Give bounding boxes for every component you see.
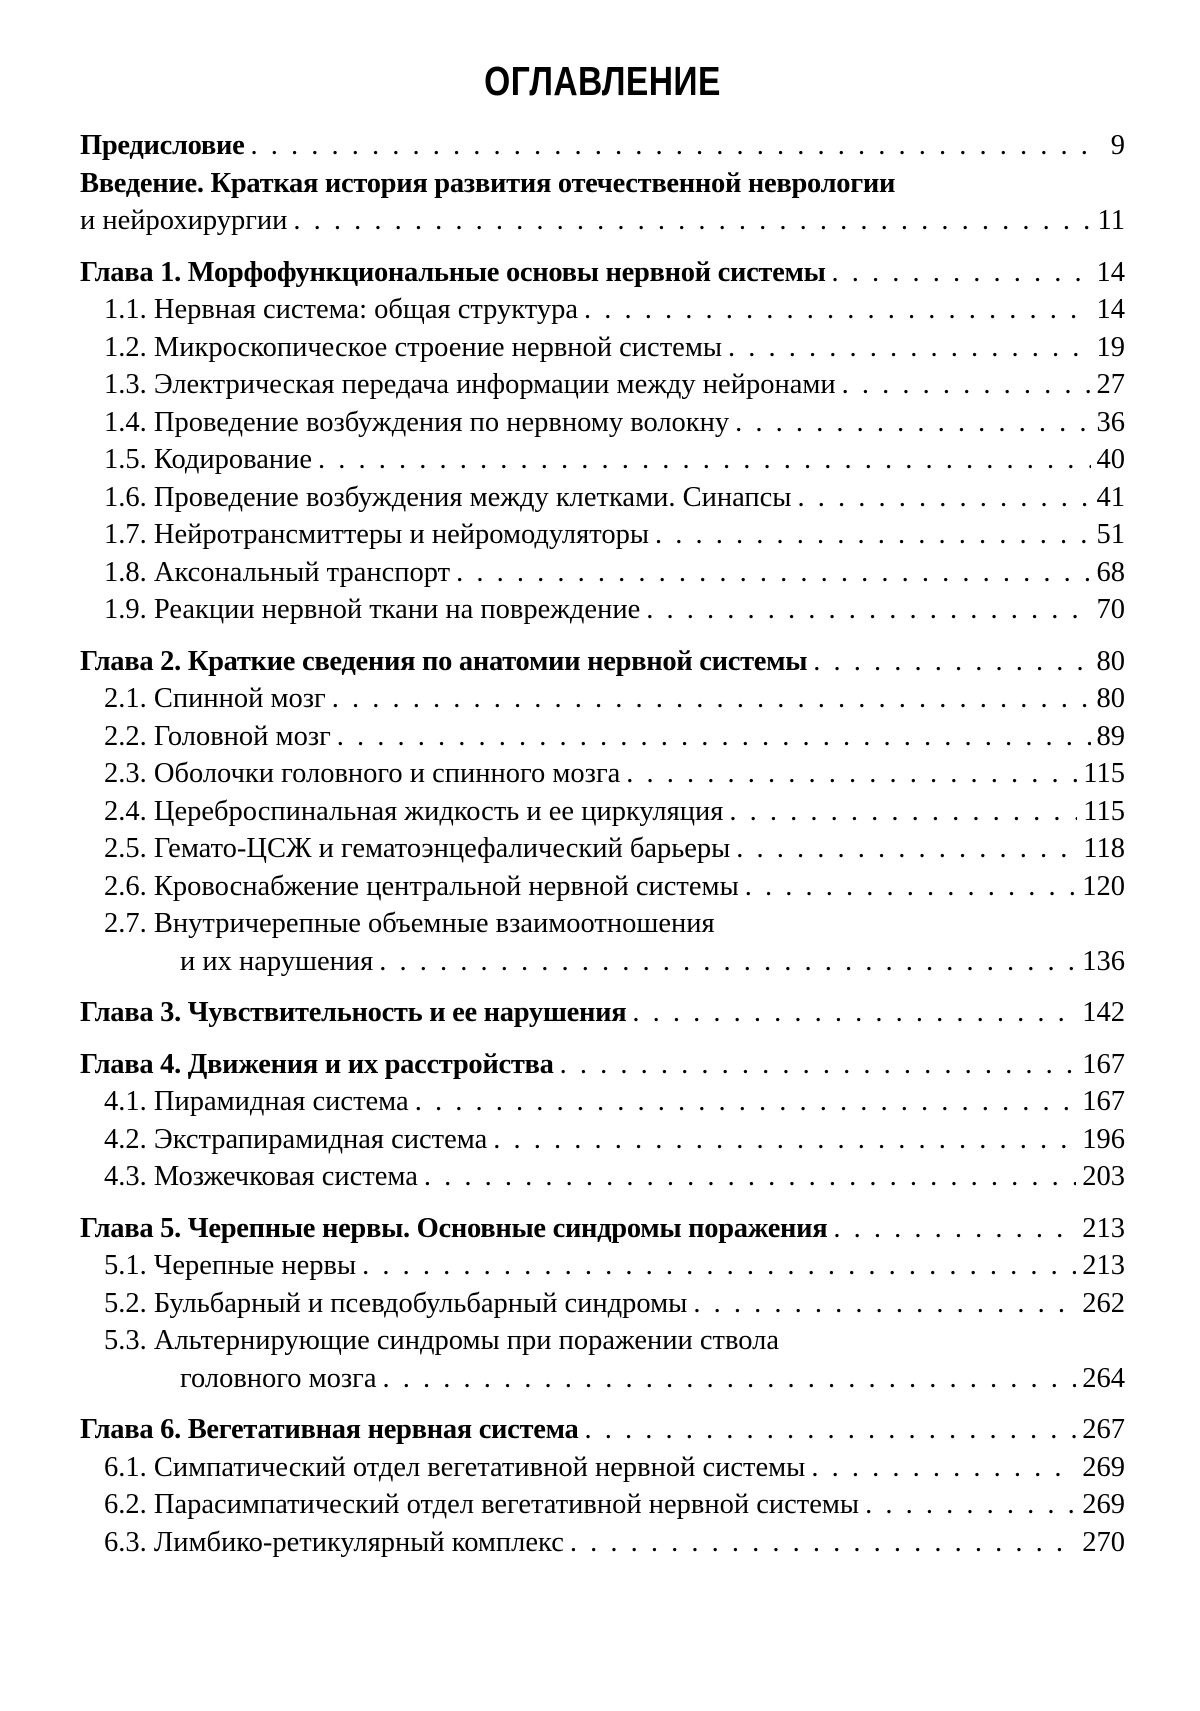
toc-entry[interactable]	[80, 1360, 1125, 1398]
toc-entry-page-number: 36	[1096, 406, 1125, 438]
toc-entry-page-number: 167	[1082, 1086, 1125, 1117]
dot-leader	[379, 943, 1076, 981]
toc-entry-label: 1.5. Кодирование	[104, 444, 313, 475]
dot-leader	[745, 868, 1077, 906]
dot-leader	[646, 591, 1090, 629]
dot-leader	[415, 1083, 1077, 1121]
toc-entry-label: 1.1. Нервная система: общая структура	[104, 294, 578, 325]
toc-entry-page-number: 27	[1096, 369, 1125, 400]
toc-entry[interactable]	[80, 1486, 1125, 1524]
toc-entry-label: 2.5. Гемато-ЦСЖ и гематоэнцефалический барьеры	[104, 833, 731, 864]
toc-entry[interactable]	[80, 291, 1125, 329]
dot-leader	[383, 1360, 1077, 1398]
toc-entry-page-number: 40	[1096, 444, 1125, 475]
toc-entry-label: и их нарушения	[180, 945, 374, 977]
toc-entry-label: 1.9. Реакции нервной ткани на повреждение	[104, 594, 641, 625]
toc-entry-label: 1.7. Нейротрансмиттеры и нейромодуляторы	[104, 519, 649, 550]
toc-entry-label: 4.1. Пирамидная система	[104, 1086, 409, 1117]
toc-entry[interactable]	[80, 1121, 1125, 1159]
toc-entry-label: 6.3. Лимбико-ретикулярный комплекс	[104, 1526, 564, 1558]
toc-entry-label: 2.1. Спинной мозг	[104, 683, 326, 714]
toc-entry-label	[80, 165, 895, 203]
toc-entry-page-number: 264	[1082, 1362, 1125, 1394]
toc-entry-label: 2.2. Головной мозг	[104, 720, 331, 752]
toc-entry-label: Глава 2. Краткие сведения по анатомии нервной системы	[80, 645, 808, 677]
toc-entry-label: и нейрохирургии	[80, 205, 288, 236]
dot-leader	[626, 755, 1077, 793]
dot-leader	[250, 127, 1099, 165]
toc-entry-page-number: 41	[1096, 481, 1125, 513]
toc-entry-label: головного мозга	[180, 1362, 377, 1394]
toc-entry-label: 2.7. Внутричерепные объемные взаимоотношения	[104, 908, 715, 939]
dot-leader	[332, 680, 1091, 718]
toc-entry-label: Предисловие	[80, 130, 245, 161]
toc-entry-label: 4.2. Экстрапирамидная система	[104, 1123, 488, 1155]
toc-entry[interactable]	[80, 1247, 1125, 1285]
toc-entry-page-number: 115	[1083, 795, 1125, 827]
dot-leader	[424, 1158, 1076, 1196]
toc-entry[interactable]	[80, 165, 1125, 203]
toc-entry[interactable]	[80, 1524, 1125, 1562]
toc-entry-page-number: 270	[1082, 1526, 1125, 1558]
dot-leader	[842, 366, 1091, 404]
toc-entry-page-number: 70	[1096, 594, 1125, 625]
toc-entry-label: 1.2. Микроскопическое строение нервной системы	[104, 331, 722, 363]
toc-entry-page-number: 115	[1083, 758, 1125, 789]
toc-entry-page-number: 136	[1082, 945, 1125, 977]
toc-entry-page-number: 262	[1082, 1287, 1125, 1319]
toc-entry-page-number: 213	[1082, 1250, 1125, 1281]
toc-entry[interactable]	[80, 254, 1125, 292]
toc-entry[interactable]	[80, 718, 1125, 756]
toc-entry-label: Глава 4. Движения и их расстройства	[80, 1048, 554, 1080]
toc-entry-page-number: 89	[1096, 720, 1125, 752]
toc-entry-page-number: 14	[1096, 294, 1125, 325]
toc-entry[interactable]	[80, 755, 1125, 793]
toc-entry-page-number: 142	[1082, 997, 1125, 1028]
toc-entry-label: 5.2. Бульбарный и псевдобульбарный синдромы	[104, 1287, 688, 1319]
dot-leader	[728, 329, 1091, 367]
dot-leader	[570, 1524, 1076, 1562]
toc-entry-label: 5.1. Черепные нервы	[104, 1250, 357, 1281]
toc-entry-label: 6.2. Парасимпатический отдел вегетативной нервной системы	[104, 1489, 860, 1520]
toc-entry[interactable]	[80, 202, 1125, 240]
dot-leader	[833, 1210, 1076, 1248]
page-title: ОГЛАВЛЕНИЕ	[484, 58, 721, 104]
toc-entry-label: Глава 1. Морфофункциональные основы нервной системы	[80, 256, 826, 288]
dot-leader	[293, 202, 1091, 240]
dot-leader	[797, 479, 1090, 517]
toc-entry[interactable]	[80, 1158, 1125, 1196]
toc-entry[interactable]	[80, 1210, 1125, 1248]
toc-entry[interactable]	[80, 830, 1125, 868]
dot-leader	[729, 793, 1077, 831]
toc-entry[interactable]	[80, 868, 1125, 906]
toc-entry[interactable]	[80, 404, 1125, 442]
toc-entry-page-number: 120	[1082, 870, 1125, 902]
toc-entry-page-number: 80	[1096, 683, 1125, 714]
toc-entry-page-number: 9	[1110, 130, 1125, 161]
toc-entry[interactable]	[80, 1322, 1125, 1360]
toc-entry-label: 2.4. Цереброспинальная жидкость и ее циркуляция	[104, 795, 724, 827]
toc-entry-label: 5.3. Альтернирующие синдромы при поражении ствола	[104, 1325, 779, 1356]
toc-entry-label: 6.1. Симпатический отдел вегетативной нервной системы	[104, 1451, 806, 1483]
dot-leader	[632, 994, 1076, 1032]
dot-leader	[735, 404, 1090, 442]
toc-entry-page-number: 80	[1096, 645, 1125, 677]
dot-leader	[865, 1486, 1076, 1524]
toc-entry-page-number: 269	[1082, 1451, 1125, 1483]
toc-entry-label: 1.8. Аксональный транспорт	[104, 556, 451, 588]
dot-leader	[584, 1411, 1076, 1449]
toc-entry-label: Глава 3. Чувствительность и ее нарушения	[80, 997, 627, 1028]
toc-entry-label: Глава 6. Вегетативная нервная система	[80, 1414, 579, 1445]
dot-leader	[456, 554, 1090, 592]
toc-entry[interactable]	[80, 554, 1125, 592]
toc-entry-page-number: 267	[1082, 1414, 1125, 1445]
toc-entry-label: Глава 5. Черепные нервы. Основные синдромы поражения	[80, 1212, 828, 1244]
toc-entry-page-number: 203	[1082, 1161, 1125, 1192]
toc-entry[interactable]	[80, 1046, 1125, 1084]
toc-entry-label: 2.3. Оболочки головного и спинного мозга	[104, 758, 621, 789]
toc-entry[interactable]	[80, 366, 1125, 404]
toc-entry[interactable]	[80, 591, 1125, 629]
toc-entry-page-number: 167	[1082, 1048, 1125, 1080]
toc-entry-page-number: 19	[1096, 331, 1125, 363]
toc-entry-label: 1.6. Проведение возбуждения между клетками. Синапсы	[104, 481, 792, 513]
dot-leader	[736, 830, 1077, 868]
toc-entry-label-text: Краткая история развития отечественной неврологии	[203, 167, 896, 199]
toc-entry-page-number: 68	[1096, 556, 1125, 588]
dot-leader	[813, 643, 1090, 681]
toc-entry-page-number: 118	[1083, 833, 1125, 864]
toc-entry[interactable]	[80, 479, 1125, 517]
toc-entry[interactable]	[80, 516, 1125, 554]
toc-entry-page-number: 213	[1082, 1212, 1125, 1244]
dot-leader	[337, 718, 1091, 756]
dot-leader	[693, 1285, 1076, 1323]
table-of-contents	[80, 58, 1125, 1561]
dot-leader	[584, 291, 1091, 329]
toc-entry[interactable]	[80, 329, 1125, 367]
toc-entry[interactable]	[80, 905, 1125, 943]
toc-entry-page-number: 14	[1096, 256, 1125, 288]
toc-entry[interactable]	[80, 994, 1125, 1032]
toc-entry-page-number: 11	[1097, 205, 1125, 236]
toc-entry[interactable]	[80, 1083, 1125, 1121]
dot-leader	[811, 1449, 1076, 1487]
toc-entry[interactable]	[80, 1411, 1125, 1449]
toc-entry[interactable]	[80, 441, 1125, 479]
dot-leader	[832, 254, 1091, 292]
toc-entry-page-number: 269	[1082, 1489, 1125, 1520]
toc-entry-page-number: 51	[1096, 519, 1125, 550]
dot-leader	[493, 1121, 1076, 1159]
toc-list	[80, 127, 1125, 1561]
toc-entry[interactable]	[80, 1449, 1125, 1487]
toc-entry[interactable]	[80, 793, 1125, 831]
toc-entry-label: 1.4. Проведение возбуждения по нервному волокну	[104, 406, 730, 438]
toc-entry-lead: Введение.	[80, 167, 204, 199]
dot-leader	[362, 1247, 1076, 1285]
toc-entry[interactable]	[80, 1285, 1125, 1323]
dot-leader	[655, 516, 1091, 554]
toc-entry[interactable]	[80, 680, 1125, 718]
dot-leader	[560, 1046, 1077, 1084]
toc-entry-label: 1.3. Электрическая передача информации между нейронами	[104, 369, 836, 400]
toc-entry[interactable]	[80, 643, 1125, 681]
dot-leader	[318, 441, 1090, 479]
toc-entry[interactable]	[80, 127, 1125, 165]
toc-entry[interactable]	[80, 943, 1125, 981]
toc-entry-page-number: 196	[1082, 1123, 1125, 1155]
toc-entry-label: 2.6. Кровоснабжение центральной нервной системы	[104, 870, 739, 902]
toc-entry-label: 4.3. Мозжечковая система	[104, 1161, 418, 1192]
